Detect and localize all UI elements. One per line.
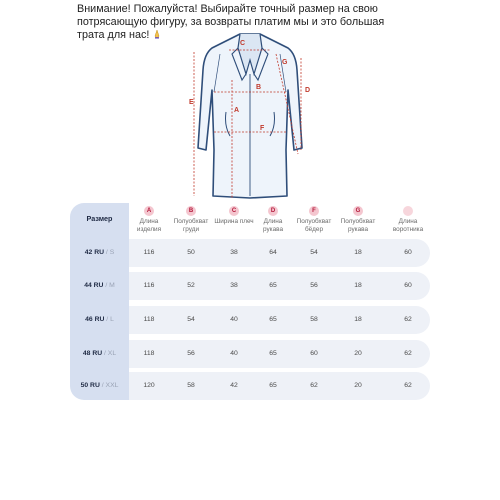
table-cell: 42 [230,382,238,389]
size-ru: 46 RU [85,316,105,323]
size-eu: / L [104,316,114,323]
diagram-label-f: F [260,125,265,132]
table-cell: 118 [143,316,155,323]
table-cell: 56 [187,350,195,357]
table-cell: 18 [354,282,362,289]
table-cell: 20 [354,382,362,389]
table-cell: 52 [187,282,195,289]
column-label: Ширина плеч [214,218,254,225]
size-label [70,249,129,257]
column-header [294,206,334,233]
size-label [70,350,129,358]
size-label [70,382,129,390]
diagram-label-b: B [256,84,262,91]
table-cell: 18 [354,249,362,256]
size-label [70,316,129,324]
size-eu: / XXL [99,382,119,389]
table-cell: 116 [143,249,155,256]
table-cell: 38 [230,249,238,256]
table-cell: 56 [310,282,318,289]
table-cell: 18 [354,316,362,323]
table-cell: 38 [230,282,238,289]
diagram-label-g: G [282,59,288,66]
diagram-label-a: A [234,107,240,114]
column-label: Длина изделия [136,218,162,233]
table-cell: 54 [187,316,195,323]
table-cell: 65 [269,282,277,289]
column-label: Полуобхват рукава [340,218,376,233]
table-cell: 40 [230,350,238,357]
column-header [171,206,211,233]
column-badge: B [186,206,196,216]
table-cell: 116 [143,282,155,289]
table-cell: 40 [230,316,238,323]
table-cell: 50 [187,249,195,256]
size-eu: / S [104,249,115,256]
column-badge: G [353,206,363,216]
column-badge: D [268,206,278,216]
column-label: Полуобхват груди [173,218,209,233]
size-column-background [70,203,129,400]
column-header [253,206,293,233]
column-header [338,206,378,233]
table-cell: 65 [269,316,277,323]
column-badge: F [309,206,319,216]
table-cell: 62 [404,382,412,389]
table-cell: 65 [269,350,277,357]
table-cell: 54 [310,249,318,256]
column-label: Полуобхват бёдер [296,218,332,233]
size-ru: 48 RU [82,350,103,357]
size-label [70,282,129,290]
table-cell: 60 [404,249,412,256]
column-badge: C [229,206,239,216]
size-ru: 50 RU [80,382,100,389]
column-header [129,206,169,233]
table-cell: 60 [310,350,318,357]
table-cell: 118 [143,350,155,357]
column-header [388,206,428,233]
table-cell: 58 [187,382,195,389]
size-ru: 42 RU [84,249,105,256]
column-badge [403,206,413,216]
size-header: Размер [86,214,113,223]
table-cell: 120 [143,382,155,389]
diagram-label-c: C [240,40,246,47]
size-eu: / M [103,282,115,289]
table-cell: 64 [269,249,277,256]
table-cell: 20 [354,350,362,357]
diagram-label-e: E [189,99,194,106]
notice-message: Внимание! Пожалуйста! Выбирайте точный размер на свою потрясающую фигуру, за возвраты платим мы и это большая трата для нас! [77,3,385,41]
table-cell: 58 [310,316,318,323]
table-cell: 62 [310,382,318,389]
column-badge: A [144,206,154,216]
diagram-label-d: D [305,87,311,94]
table-cell: 62 [404,316,412,323]
table-cell: 60 [404,282,412,289]
table-cell: 65 [269,382,277,389]
column-header [214,206,254,226]
table-cell: 62 [404,350,412,357]
column-label: Длина воротника [392,218,424,233]
size-eu: / XL [102,350,117,357]
coat-diagram [180,30,320,200]
size-ru: 44 RU [84,282,104,289]
column-label: Длина рукава [262,218,284,233]
praying-hands-icon [152,29,162,39]
